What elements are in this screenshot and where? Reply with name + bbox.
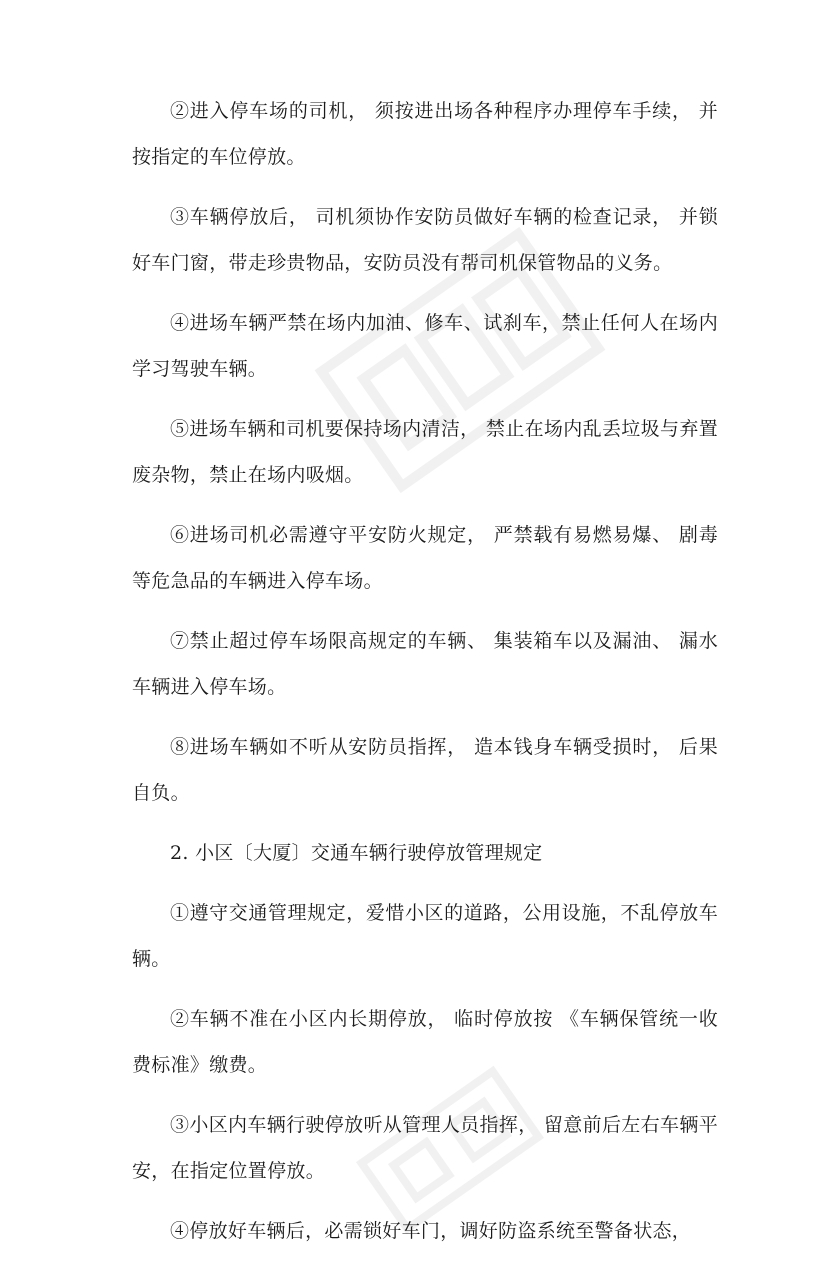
- paragraph-traffic-rule-1: ①遵守交通管理规定，爱惜小区的道路，公用设施，不乱停放车辆。: [132, 902, 718, 970]
- paragraph-rule-2: ②进入停车场的司机， 须按进出场各种程序办理停车手续， 并按指定的车位停放。: [132, 100, 718, 168]
- document-body: [132, 88, 718, 1268]
- section-heading: 2. 小区〔大厦〕交通车辆行驶停放管理规定: [170, 842, 543, 864]
- paragraph-rule-8: ⑧进场车辆如不听从安防员指挥， 造本钱身车辆受损时， 后果自负。: [132, 736, 718, 804]
- paragraph-rule-3: ③车辆停放后， 司机须协作安防员做好车辆的检查记录， 并锁好车门窗，带走珍贵物品，安防员没有帮司机保管物品的义务。: [132, 206, 718, 274]
- paragraph-rule-7: ⑦禁止超过停车场限高规定的车辆、 集装箱车以及漏油、 漏水车辆进入停车场。: [132, 630, 718, 698]
- paragraph-rule-5: ⑤进场车辆和司机要保持场内清洁， 禁止在场内乱丢垃圾与弃置废杂物，禁止在场内吸烟。: [132, 418, 718, 486]
- paragraph-traffic-rule-3: ③小区内车辆行驶停放听从管理人员指挥， 留意前后左右车辆平安，在指定位置停放。: [132, 1114, 718, 1182]
- paragraph-traffic-rule-4: ④停放好车辆后，必需锁好车门，调好防盗系统至警备状态，: [170, 1220, 692, 1242]
- paragraph-traffic-rule-2: ②车辆不准在小区内长期停放， 临时停放按 《车辆保管统一收费标准》缴费。: [132, 1008, 718, 1076]
- paragraph-rule-4: ④进场车辆严禁在场内加油、修车、试刹车，禁止任何人在场内学习驾驶车辆。: [132, 312, 718, 380]
- paragraph-rule-6: ⑥进场司机必需遵守平安防火规定， 严禁载有易燃易爆、 剧毒等危急品的车辆进入停车场。: [132, 524, 718, 592]
